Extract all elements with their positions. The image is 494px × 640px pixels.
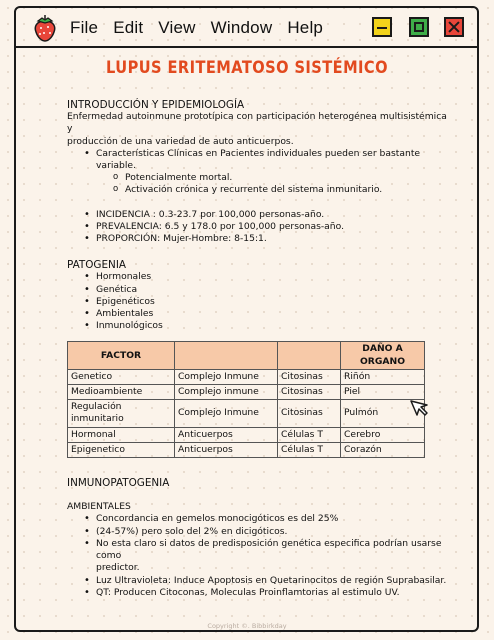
close-icon[interactable] [444, 17, 464, 37]
menu-help[interactable]: Help [287, 18, 324, 37]
table-cell: Epigenetico [68, 442, 175, 457]
table-cell: Genetico [68, 369, 175, 384]
stat-incidencia: • INCIDENCIA : 0.3-23.7 por 100,000 personas-año. [67, 209, 447, 221]
table-cell: Hormonal [68, 427, 175, 442]
patogenia-item: • Epigenéticos [67, 296, 447, 308]
table-cell: Células T [278, 442, 341, 457]
patogenia-item: • Ambientales [67, 308, 447, 320]
table-row [68, 427, 425, 442]
footer-copyright: Copyright ©. Bibbirkday [207, 622, 287, 630]
stat-prevalencia: • PREVALENCIA: 6.5 y 178.0 por 100,000 personas-año. [67, 221, 447, 233]
menu-view[interactable]: View [158, 18, 196, 37]
intro-subbullet: o Activación crónica y recurrente del sistema inmunitario. [67, 184, 447, 196]
table-cell: Piel [341, 385, 425, 400]
table-cell: Corazón [341, 442, 425, 457]
table-cell: Células T [278, 427, 341, 442]
inmunopatogenia-heading: INMUNOPATOGENIA [67, 477, 170, 490]
table-row [68, 385, 425, 400]
table-cell: Citosinas [278, 400, 341, 427]
patogenia-item: • Genética [67, 284, 447, 296]
table-header-cell [175, 342, 278, 369]
strawberry-icon [32, 14, 58, 42]
table-cell: Citosinas [278, 385, 341, 400]
ambientales-item: • Concordancia en gemelos monocigóticos es del 25% [67, 513, 447, 525]
table-cell: Pulmón [341, 400, 425, 427]
intro-paragraph-line: Enfermedad autoinmune prototípica con participación heterogénea multisistémica y [67, 111, 447, 135]
intro-heading: INTRODUCCIÓN Y EPIDEMIOLOGÍA [67, 99, 245, 111]
menu-edit[interactable]: Edit [113, 18, 144, 37]
table-header-dano: DAÑO A ORGANO [341, 342, 425, 369]
menu-bar [16, 8, 477, 48]
ambientales-item-continuation: predictor. [96, 562, 140, 574]
cursor-icon [408, 398, 430, 418]
document-body [67, 99, 447, 599]
table-header-factor: FACTOR [68, 342, 175, 369]
intro-bullet: • Características Clínicas en Pacientes individuales pueden ser bastante variable. [67, 148, 447, 172]
table-row [68, 442, 425, 457]
intro-paragraph-line: producción de una variedad de auto anticuerpos. [67, 135, 294, 147]
table-row [68, 400, 425, 427]
table-header-row [68, 342, 425, 369]
patogenia-item: • Hormonales [67, 271, 447, 283]
table-cell: Anticuerpos [175, 442, 278, 457]
table-header-cell [278, 342, 341, 369]
table-cell: Citosinas [278, 369, 341, 384]
patogenia-item: • Inmunológicos [67, 320, 447, 332]
minimize-icon[interactable] [372, 17, 392, 37]
table-row [68, 369, 425, 384]
table-cell: Medioambiente [68, 385, 175, 400]
intro-subbullet: o Potencialmente mortal. [67, 172, 447, 184]
menu-file[interactable]: File [70, 18, 99, 37]
document-title: LUPUS ERITEMATOSO SISTÉMICO [106, 58, 388, 78]
ambientales-subheading: AMBIENTALES [67, 501, 131, 513]
factor-table [67, 341, 425, 458]
table-cell: Complejo inmune [175, 385, 278, 400]
ambientales-item: • QT: Producen Citoconas, Moleculas Proinflamtorias al estimulo UV. [67, 587, 447, 599]
table-cell: Complejo Inmune [175, 369, 278, 384]
table-cell: Complejo Inmune [175, 400, 278, 427]
table-cell: Cerebro [341, 427, 425, 442]
menu-window[interactable]: Window [210, 18, 273, 37]
ambientales-item: • (24-57%) pero solo del 2% en dicigóticos. [67, 526, 447, 538]
ambientales-item: • No esta claro si datos de predisposición genética especifica podrían usarse como [67, 538, 447, 562]
maximize-icon[interactable] [409, 17, 429, 37]
stat-proporcion: • PROPORCIÓN: Mujer-Hombre: 8-15:1. [67, 233, 447, 245]
table-cell: Riñón [341, 369, 425, 384]
table-cell: Anticuerpos [175, 427, 278, 442]
patogenia-heading: PATOGENIA [67, 259, 126, 272]
ambientales-item: • Luz Ultravioleta: Induce Apoptosis en Quetarinocitos de región Suprabasilar. [67, 575, 447, 587]
table-cell: Regulación inmunitario [68, 400, 175, 427]
